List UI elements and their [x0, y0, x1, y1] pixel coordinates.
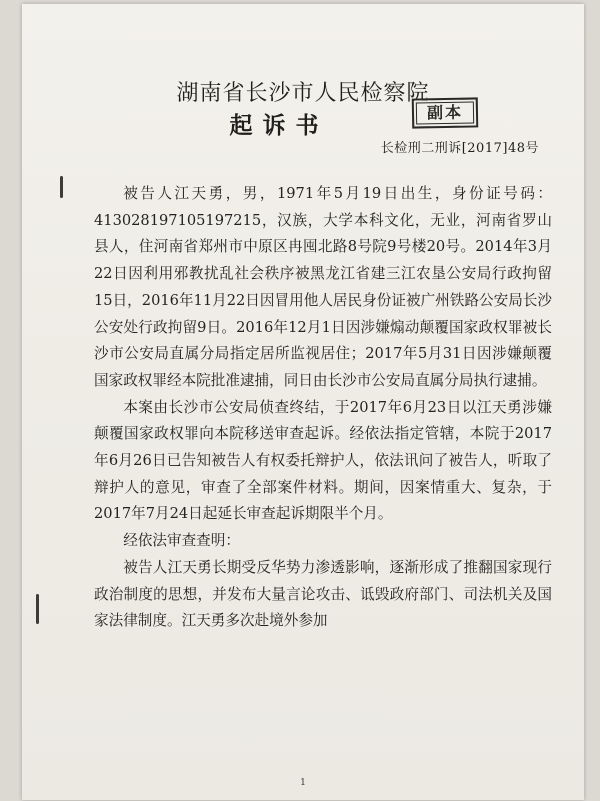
staple-mark — [36, 594, 39, 624]
copy-stamp: 副本 — [412, 97, 479, 128]
organization-title: 湖南省长沙市人民检察院 — [176, 81, 430, 106]
case-number: 长检刑二刑诉[2017]48号 — [380, 141, 539, 156]
paragraph-findings: 被告人江天勇长期受反华势力渗透影响，逐渐形成了推翻国家现行政治制度的思想，并发布大量言论攻击、诋毁政府部门、司法机关及国家法律制度。江天勇多次赴境外参加 — [94, 558, 552, 630]
paragraph-defendant-info: 被告人江天勇，男，1971年5月19日出生，身份证号码：413028197105197215，汉族，大学本科文化，无业，河南省罗山县人，住河南省郑州市中原区冉囤北路8号院9号楼20号。2014年3月22日因利用邪教扰乱社会秩序被黑龙江省建三江农垦公安局行政拘留15日，2016年11月22日因冒用他人居民身份证被广州铁路公安局长沙公安处行政拘留9日。2016年12月1日因涉嫌煽动颠覆国家政权罪被长沙市公安局直属分局指定居所监视居住；2017年5月31日因涉嫌颠覆国家政权罪经本院批准逮捕，同日由长沙市公安局直属分局执行逮捕。 — [94, 185, 552, 389]
page-number: 1 — [300, 778, 306, 788]
paragraph-case-procedure: 本案由长沙市公安局侦查终结，于2017年6月23日以江天勇涉嫌颠覆国家政权罪向本院移送审查起诉。经依法指定管辖，本院于2017年6月26日已告知被告人有权委托辩护人，依法讯问了被告人，听取了辩护人的意见，审查了全部案件材料。期间，因案情重大、复杂，于2017年7月24日起延长审查起诉期限半个月。 — [94, 398, 552, 523]
document-title: 起诉书 — [229, 112, 329, 139]
paragraph-findings-heading: 经依法审查查明： — [123, 532, 240, 550]
staple-mark — [60, 176, 63, 198]
document-page — [22, 4, 584, 800]
document-body — [94, 181, 552, 635]
